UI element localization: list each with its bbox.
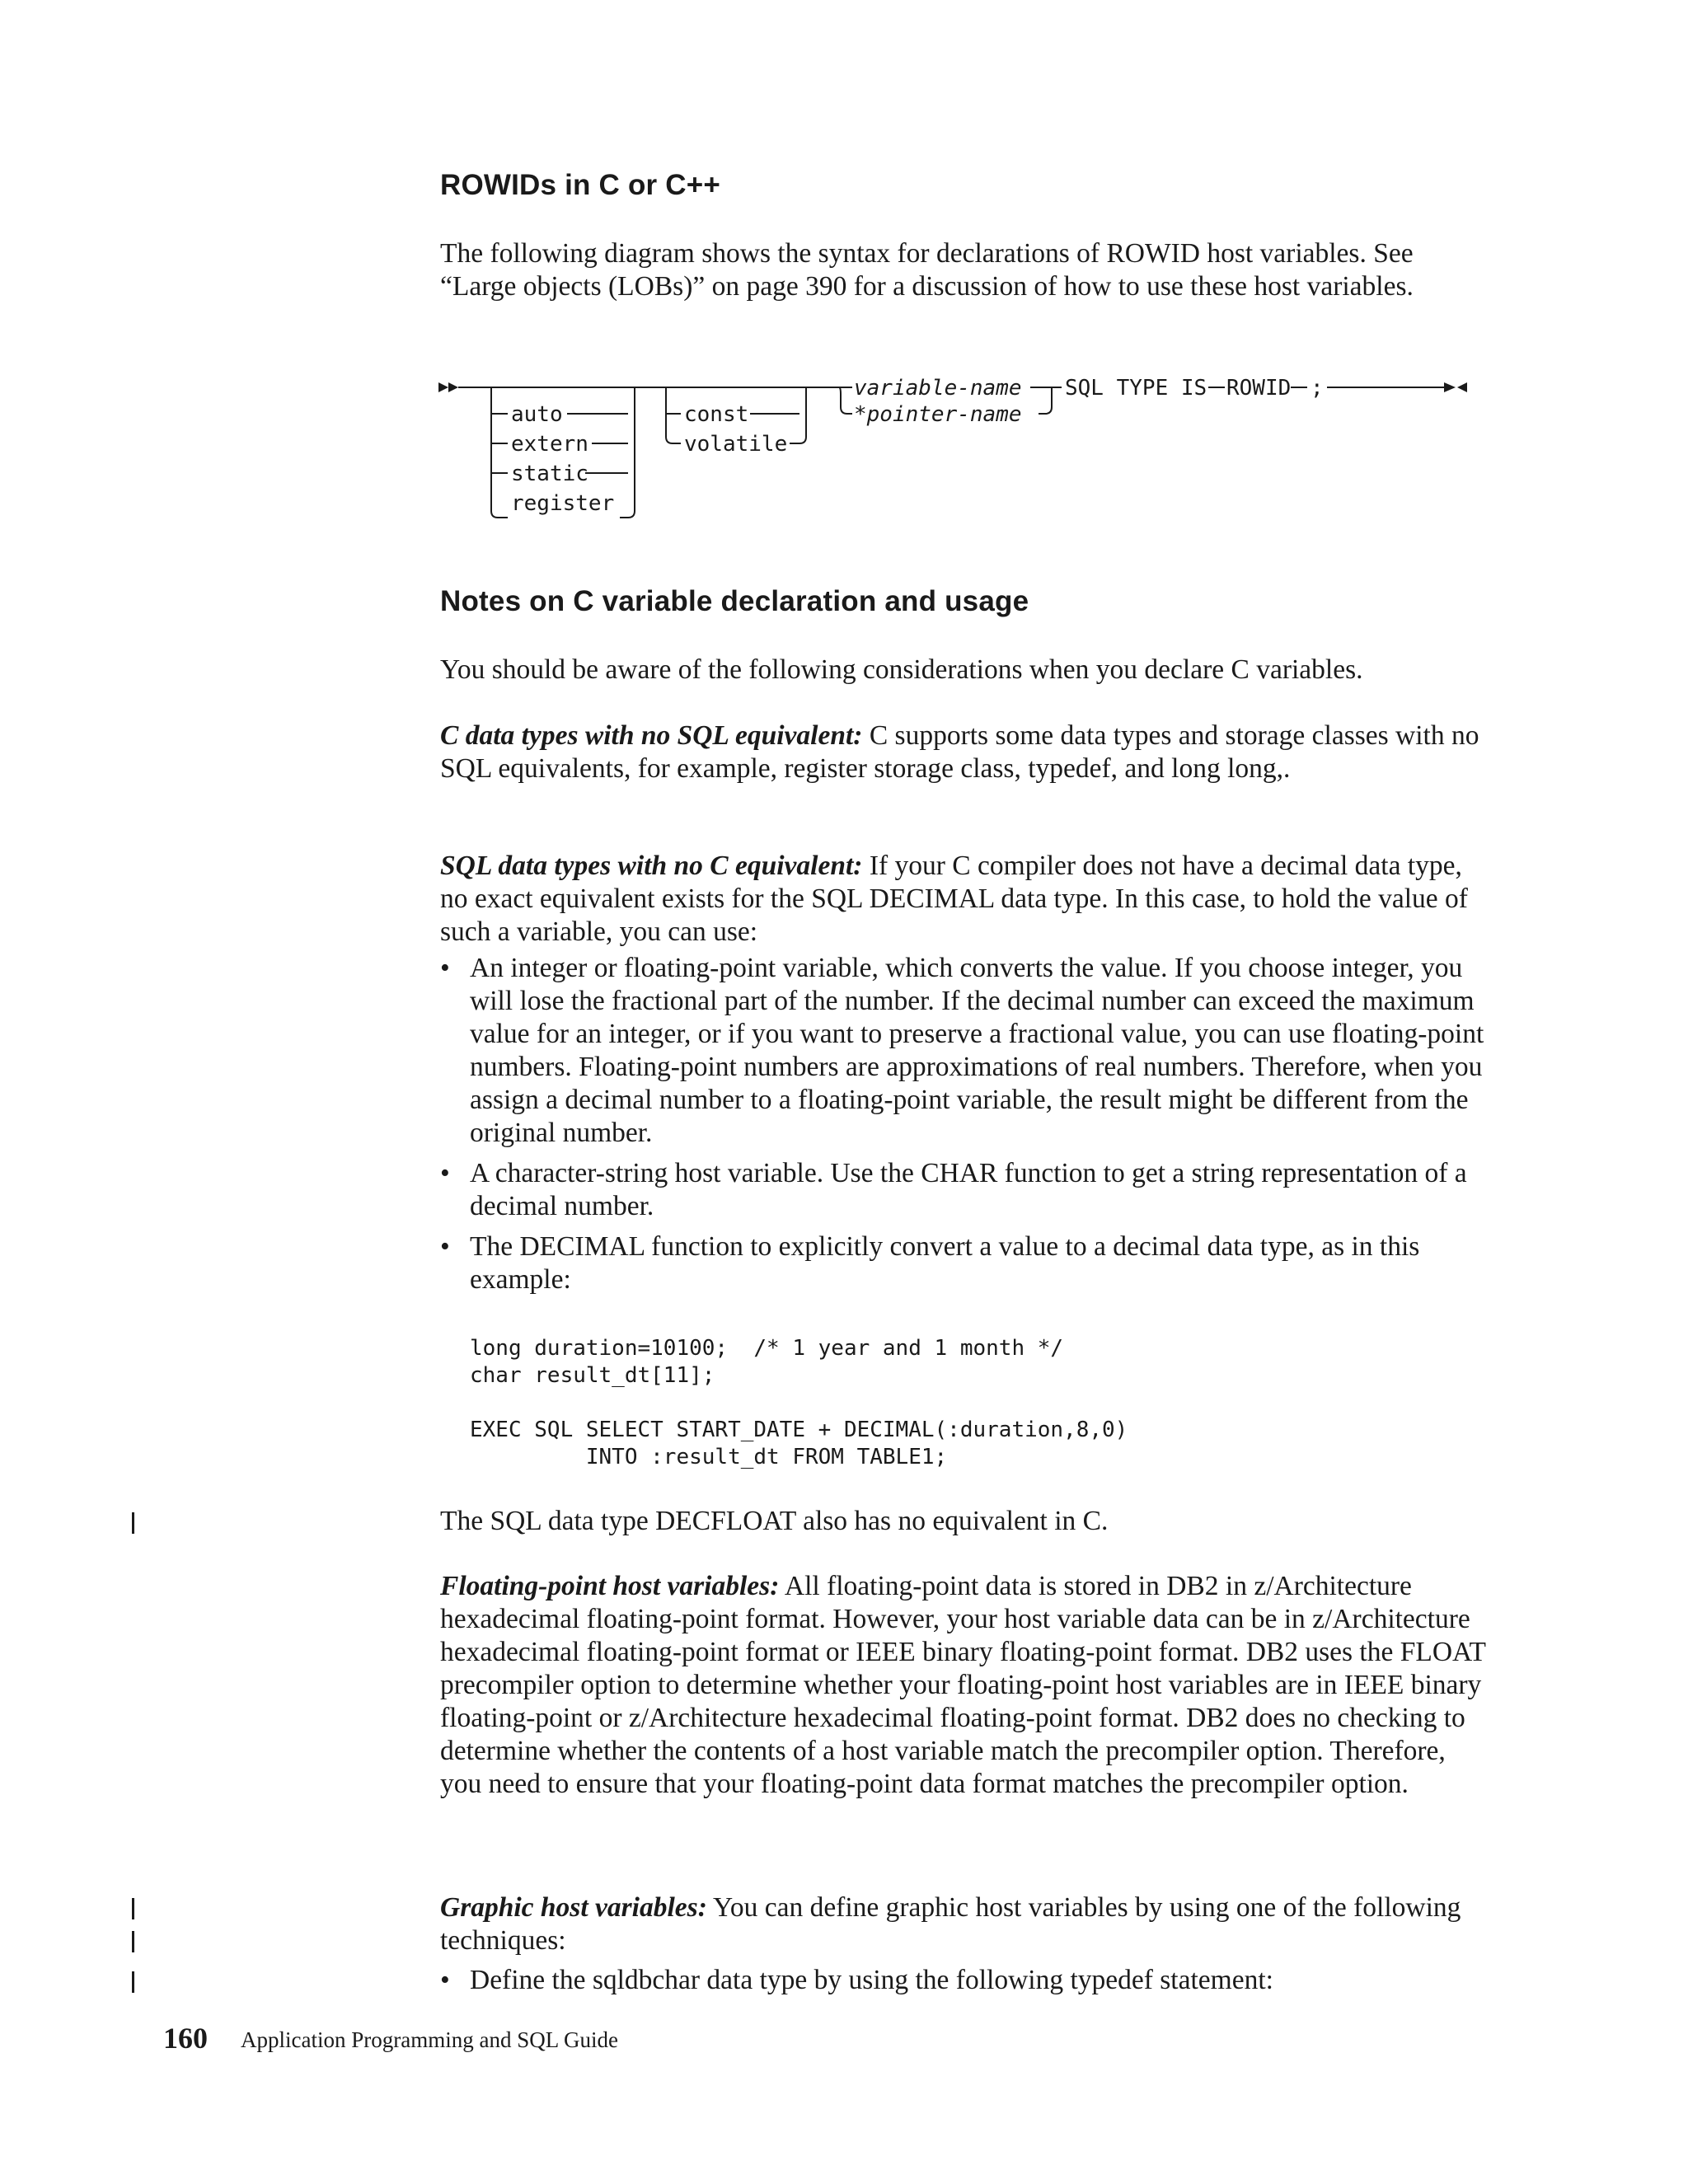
diagram-name-pointer: *pointer-name — [854, 402, 1022, 427]
c-types-lead: C data types with no SQL equivalent: — [440, 720, 863, 751]
diagram-type-rowid: ROWID — [1226, 376, 1292, 401]
graphic-techniques-list — [440, 1964, 1495, 2004]
change-bar — [132, 1931, 134, 1952]
diagram-storage-static: static — [511, 462, 588, 486]
change-bar — [132, 1971, 134, 1993]
diagram-name-variable: variable-name — [854, 376, 1022, 401]
graphic-paragraph — [440, 1891, 1487, 1957]
list-item: • A character-string host variable. Use the CHAR function to get a string representation of a decimal number. — [440, 1157, 1495, 1223]
rowid-syntax-diagram — [437, 363, 1508, 527]
section-heading-rowids: ROWIDs in C or C++ — [440, 169, 721, 201]
diagram-storage-extern: extern — [511, 432, 588, 457]
diagram-qualifier-volatile: volatile — [684, 432, 788, 457]
c-types-paragraph — [440, 719, 1487, 785]
change-bar — [132, 1898, 134, 1919]
sql-types-paragraph — [440, 850, 1487, 949]
sql-types-lead: SQL data types with no C equivalent: — [440, 851, 863, 881]
graphic-lead: Graphic host variables: — [440, 1892, 707, 1923]
notes-intro-paragraph: You should be aware of the following considerations when you declare C variables. — [440, 654, 1363, 685]
diagram-terminator: ; — [1311, 376, 1324, 401]
decimal-options-list — [440, 952, 1495, 1304]
section-heading-notes: Notes on C variable declaration and usage — [440, 585, 1029, 617]
list-item: • Define the sqldbchar data type by using the following typedef statement: — [440, 1964, 1495, 1997]
rowid-intro-paragraph: The following diagram shows the syntax for declarations of ROWID host variables. See “Large objects (LOBs)” on page 390 for a discussion of how to use these host variables. — [440, 238, 1414, 302]
sql-types-text: If your C compiler does not have a decimal data type, no exact equivalent exists for the SQL DECIMAL data type. In this case, to hold the value of such a variable, you can use: — [440, 851, 1468, 947]
decimal-code-example: long duration=10100; /* 1 year and 1 month */ char result_dt[11]; EXEC SQL SELECT START_DATE + DECIMAL(:duration,8,0) INTO :result_dt FROM TABLE1; — [470, 1336, 1128, 1469]
page-number: 160 — [163, 2022, 208, 2055]
floating-point-paragraph — [440, 1570, 1487, 1801]
floating-point-lead: Floating-point host variables: — [440, 1571, 780, 1601]
c-types-text: C supports some data types and storage classes with no SQL equivalents, for example, register storage class, typedef, and long long,. — [440, 720, 1479, 784]
diagram-qualifier-const: const — [684, 402, 749, 427]
graphic-text: You can define graphic host variables by using one of the following techniques: — [440, 1892, 1461, 1956]
floating-point-text: All floating-point data is stored in DB2 in z/Architecture hexadecimal floating-point format. However, your host variable data can be in z/Architecture hexadecimal floating-point format or IEEE binary floating-point format. DB2 uses the FLOAT precompiler option to determine whether your floating-point host variables are in IEEE binary floating-point or z/Architecture hexadecimal floating-point format. DB2 does no checking to determine whether the contents of a host variable match the precompiler option. Therefore, you need to ensure that your floating-point data format matches the precompiler option. — [440, 1571, 1486, 1799]
list-item: • An integer or floating-point variable, which converts the value. If you choose integer, you will lose the fractional part of the number. If the decimal number can exceed the maximum value for an integer, or if you want to preserve a fractional value, you can use floating-point numbers. Floating-point numbers are approximations of real numbers. Therefore, when you assign a decimal number to a floating-point variable, the result might be different from the original number. — [440, 952, 1495, 1150]
book-title: Application Programming and SQL Guide — [241, 2027, 618, 2052]
diagram-storage-register: register — [511, 491, 615, 516]
change-bar — [132, 1512, 134, 1534]
diagram-start-arrow — [438, 382, 458, 392]
diagram-storage-auto: auto — [511, 402, 563, 427]
diagram-sql-type-is: SQL TYPE IS — [1065, 376, 1207, 401]
diagram-end-arrow — [1444, 382, 1467, 392]
decfloat-paragraph: The SQL data type DECFLOAT also has no equivalent in C. — [440, 1506, 1109, 1536]
list-item: • The DECIMAL function to explicitly convert a value to a decimal data type, as in this example: — [440, 1230, 1495, 1296]
